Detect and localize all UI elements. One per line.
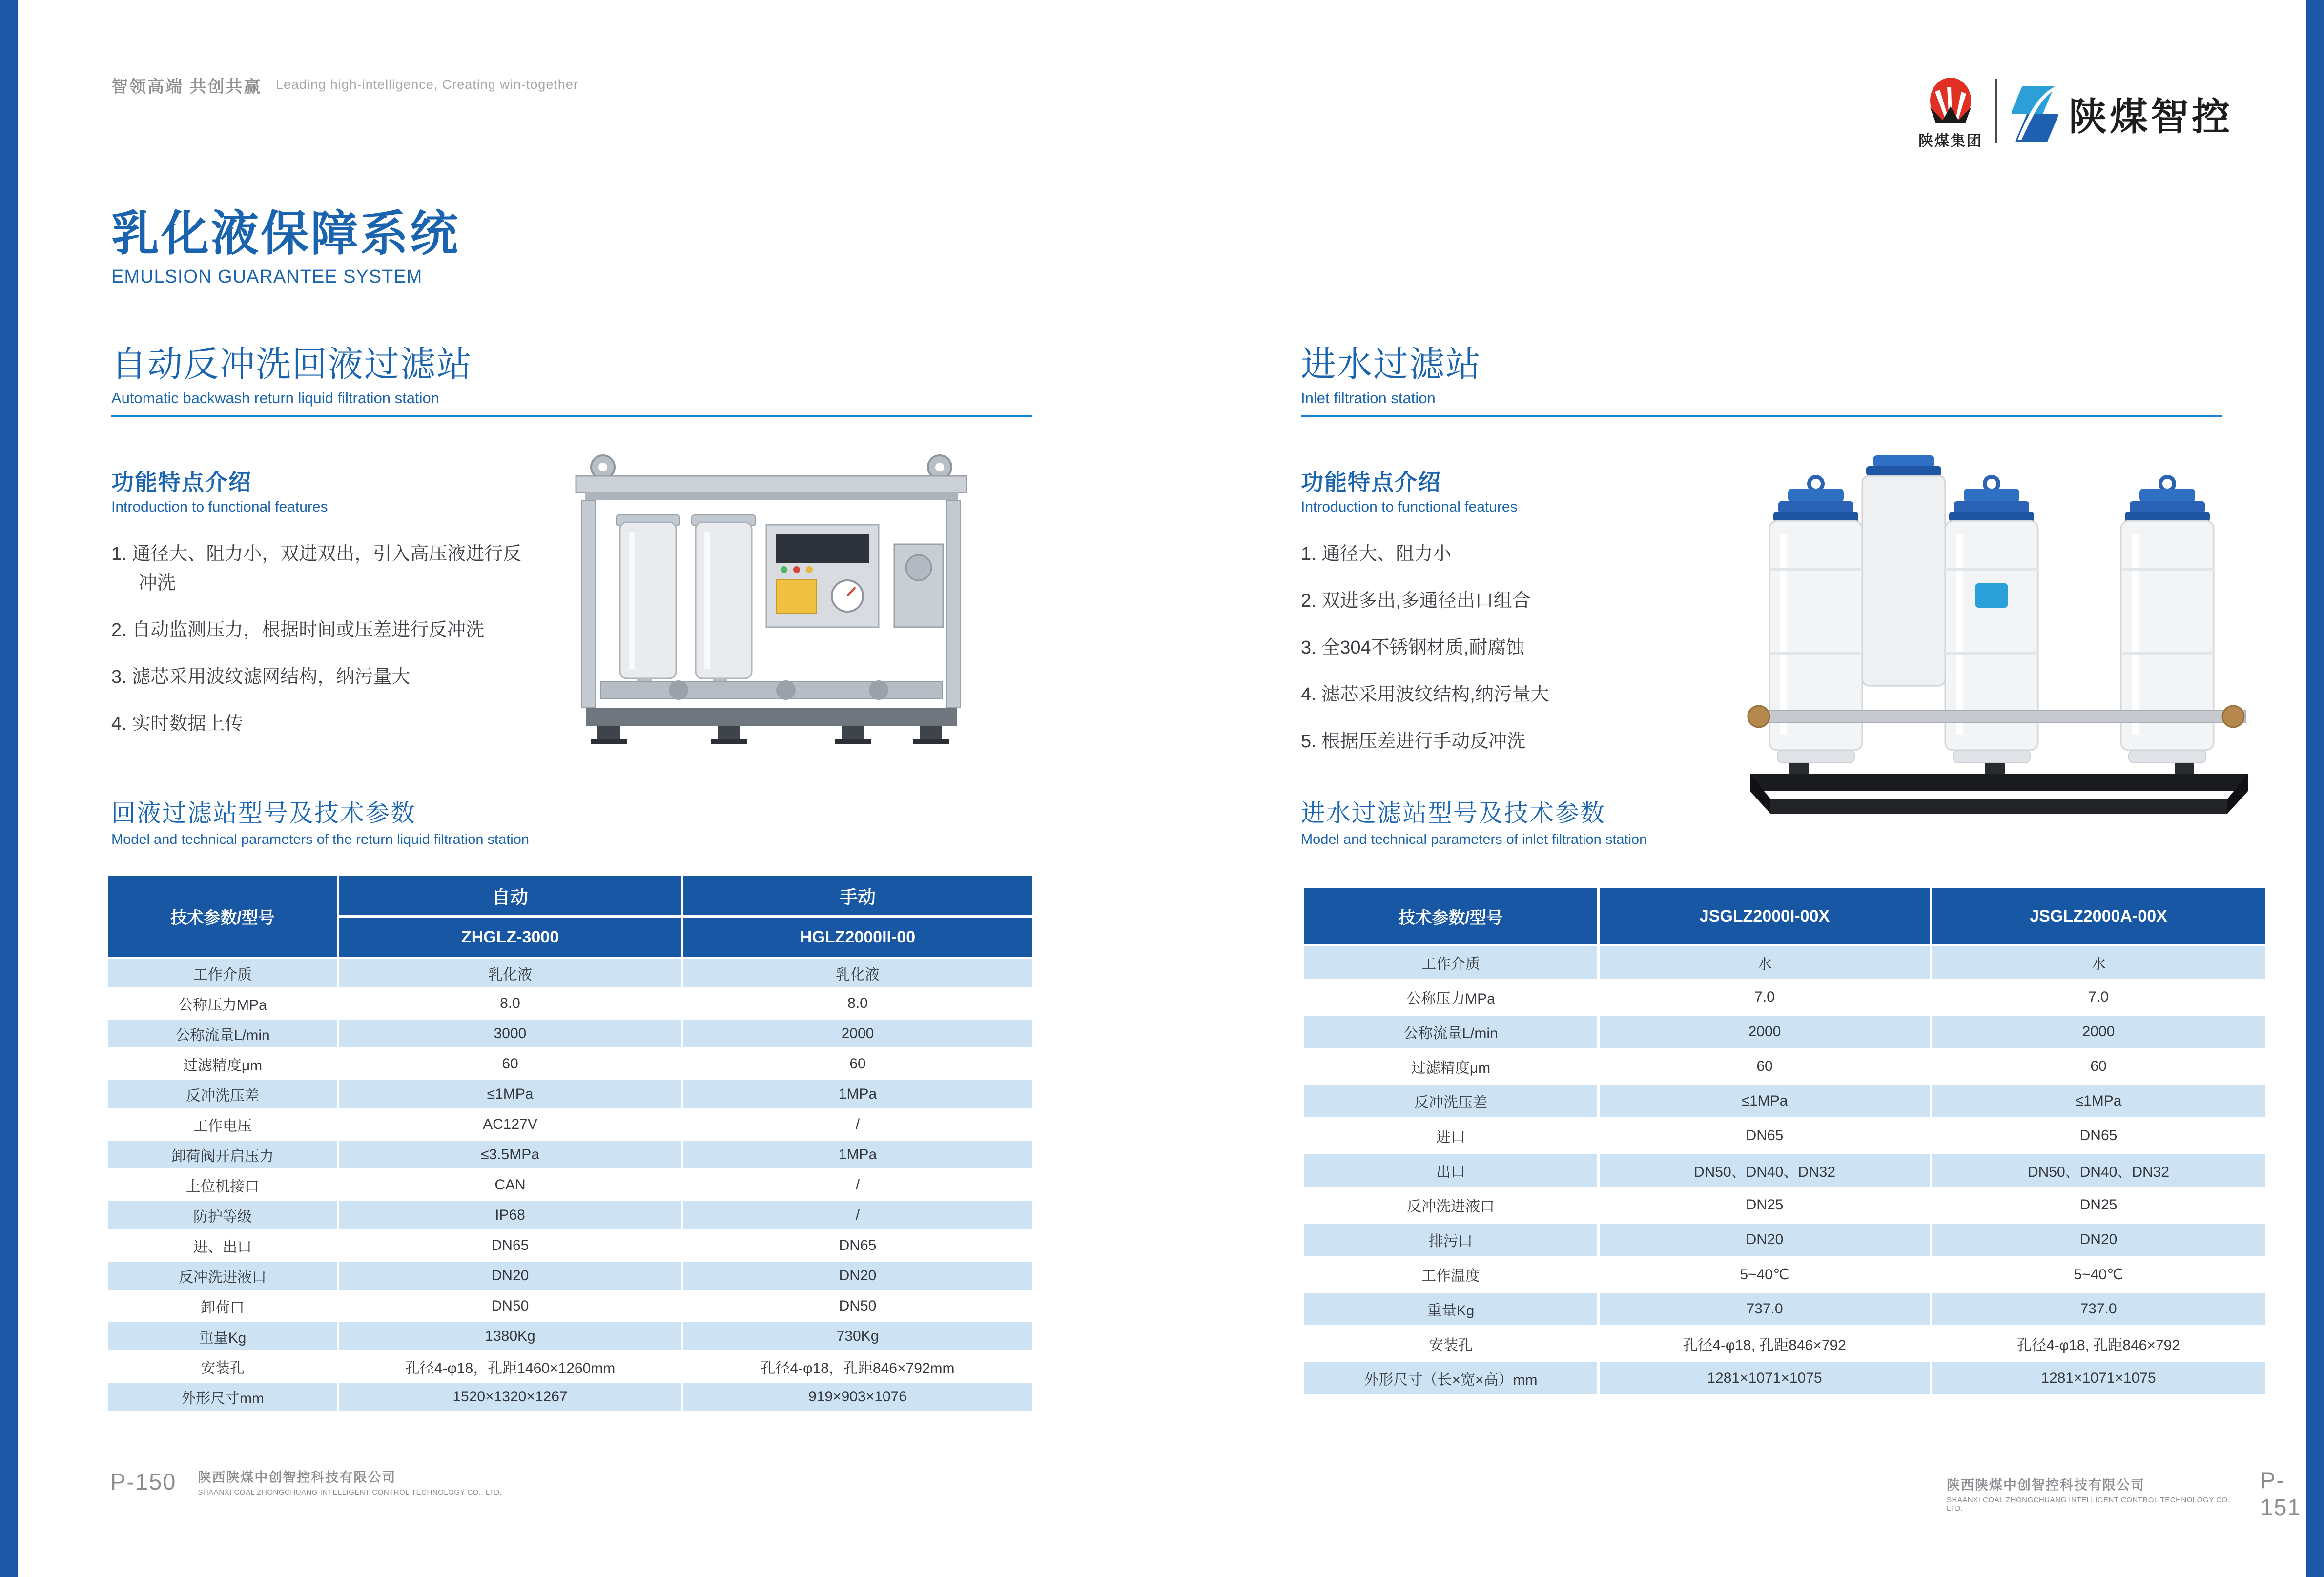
- left-parameter-table: [108, 876, 1032, 1413]
- left-section-title-zh: 自动反冲洗回液过滤站: [111, 345, 473, 384]
- table-row: [108, 1080, 1032, 1108]
- left-features-heading-zh: 功能特点介绍: [111, 470, 252, 495]
- row-value: 8.0: [683, 989, 1032, 1017]
- table-row: [1304, 1293, 2265, 1325]
- table-row: [108, 1020, 1032, 1047]
- row-value: 水: [1600, 946, 1930, 979]
- left-table-corner-label: 技术参数/型号: [108, 876, 337, 957]
- company-name-en: SHAANXI COAL ZHONGCHUANG INTELLIGENT CONTROL TECHNOLOGY CO., LTD.: [198, 1488, 502, 1496]
- row-value: AC127V: [339, 1110, 681, 1138]
- row-label: 反冲洗压差: [108, 1080, 337, 1108]
- left-features-heading-en: Introduction to functional features: [111, 499, 328, 515]
- row-value: 1380Kg: [339, 1322, 681, 1350]
- row-label: 排污口: [1304, 1224, 1597, 1256]
- right-table-title-zh: 进水过滤站型号及技术参数: [1301, 799, 1605, 827]
- row-value: 60: [683, 1050, 1032, 1078]
- table-row: [1304, 1085, 2265, 1117]
- table-row: [108, 959, 1032, 987]
- right-section-title-zh: 进水过滤站: [1301, 345, 1482, 384]
- row-label: 安装孔: [1304, 1328, 1597, 1360]
- left-section-title-en: Automatic backwash return liquid filtration station: [111, 389, 439, 407]
- table-row: [108, 1110, 1032, 1138]
- row-label: 重量Kg: [1304, 1293, 1597, 1325]
- page-number-left: P-150: [110, 1469, 177, 1495]
- row-value: 737.0: [1932, 1293, 2265, 1325]
- table-row: [108, 1171, 1032, 1199]
- row-value: /: [683, 1171, 1032, 1199]
- row-value: 1281×1071×1075: [1600, 1362, 1930, 1394]
- row-value: CAN: [339, 1171, 681, 1199]
- right-edge-band: [2306, 0, 2324, 1577]
- table-row: [108, 1231, 1032, 1259]
- row-value: DN65: [339, 1231, 681, 1259]
- row-value: /: [683, 1110, 1032, 1138]
- row-value: DN20: [339, 1262, 681, 1290]
- table-row: [108, 1050, 1032, 1078]
- page-title-zh: 乳化液保障系统: [111, 206, 460, 260]
- company-name-zh: 陕西陕煤中创智控科技有限公司: [1947, 1478, 2145, 1493]
- row-value: 孔径4-φ18, 孔距846×792: [1600, 1328, 1930, 1360]
- row-value: DN50: [683, 1292, 1032, 1320]
- header-slogan-zh: 智领高端 共创共赢: [111, 78, 262, 96]
- right-section-rule: [1301, 415, 2222, 417]
- table-row: [1304, 1050, 2265, 1083]
- row-value: DN50、DN40、DN32: [1600, 1154, 1930, 1187]
- feature-item: 4. 实时数据上传: [111, 714, 244, 735]
- footer-left: [110, 1467, 502, 1496]
- row-value: DN25: [1932, 1189, 2265, 1221]
- row-label: 重量Kg: [108, 1322, 337, 1350]
- left-table-model-1: ZHGLZ-3000: [339, 918, 681, 957]
- right-table-model-1: JSGLZ2000I-00X: [1600, 888, 1930, 944]
- row-value: 孔径4-φ18，孔距1460×1260mm: [339, 1352, 681, 1380]
- row-value: 1281×1071×1075: [1932, 1362, 2265, 1394]
- row-label: 卸荷口: [108, 1292, 337, 1320]
- left-section-rule: [111, 415, 1032, 417]
- row-label: 上位机接口: [108, 1171, 337, 1199]
- feature-item: 3. 全304不锈钢材质,耐腐蚀: [1301, 637, 1525, 658]
- table-row: [1304, 1224, 2265, 1256]
- feature-item: 2. 双进多出,多通径出口组合: [1301, 591, 1531, 612]
- row-label: 工作介质: [1304, 946, 1597, 979]
- feature-item: 3. 滤芯采用波纹滤网结构，纳污量大: [111, 667, 411, 688]
- table-row: [108, 989, 1032, 1017]
- row-value: 5~40℃: [1932, 1258, 2265, 1290]
- row-label: 反冲洗进液口: [108, 1262, 337, 1290]
- row-value: ≤1MPa: [1600, 1085, 1930, 1117]
- table-row: [1304, 1189, 2265, 1221]
- row-value: 乳化液: [339, 959, 681, 987]
- row-value: 60: [1932, 1050, 2265, 1083]
- table-row: [108, 1352, 1032, 1380]
- group-logo: [1918, 77, 1983, 150]
- right-features-heading-zh: 功能特点介绍: [1301, 470, 1441, 495]
- left-table-title-zh: 回液过滤站型号及技术参数: [111, 799, 416, 827]
- table-row: [1304, 981, 2265, 1013]
- table-row: [108, 1292, 1032, 1320]
- row-value: ≤1MPa: [339, 1080, 681, 1108]
- row-value: DN50、DN40、DN32: [1932, 1154, 2265, 1187]
- feature-item: 1. 通径大、阻力小: [1301, 544, 1452, 564]
- table-row: [1304, 946, 2265, 979]
- row-label: 工作介质: [108, 959, 337, 987]
- row-value: 3000: [339, 1020, 681, 1047]
- left-feature-list: [111, 539, 531, 756]
- table-row: [1304, 1258, 2265, 1290]
- row-label: 公称压力MPa: [1304, 981, 1597, 1013]
- row-label: 过滤精度μm: [108, 1050, 337, 1078]
- row-value: DN65: [1932, 1120, 2265, 1152]
- feature-item: 2. 自动监测压力，根据时间或压差进行反冲洗: [111, 620, 485, 641]
- company-name-en: SHAANXI COAL ZHONGCHUANG INTELLIGENT CONTROL TECHNOLOGY CO., LTD.: [1947, 1496, 2232, 1513]
- left-table-model-2: HGLZ2000II-00: [683, 918, 1032, 957]
- table-row: [108, 1262, 1032, 1290]
- row-value: 2000: [1932, 1016, 2265, 1048]
- row-value: 5~40℃: [1600, 1258, 1930, 1290]
- right-product-image: [1735, 437, 2265, 835]
- right-section-title-en: Inlet filtration station: [1301, 389, 1436, 407]
- row-value: ≤1MPa: [1932, 1085, 2265, 1117]
- table-row: [108, 1201, 1032, 1229]
- page-title-en: EMULSION GUARANTEE SYSTEM: [111, 266, 423, 287]
- row-label: 进口: [1304, 1120, 1597, 1152]
- row-value: /: [683, 1201, 1032, 1229]
- row-value: DN50: [339, 1292, 681, 1320]
- row-label: 公称流量L/min: [1304, 1016, 1597, 1048]
- row-label: 公称压力MPa: [108, 989, 337, 1017]
- brand-name: 陕煤智控: [2069, 95, 2233, 138]
- right-table-model-2: JSGLZ2000A-00X: [1932, 888, 2265, 944]
- row-value: IP68: [339, 1201, 681, 1229]
- row-label: 进、出口: [108, 1231, 337, 1259]
- row-value: 水: [1932, 946, 2265, 979]
- row-value: 8.0: [339, 989, 681, 1017]
- row-value: 1520×1320×1267: [339, 1383, 681, 1411]
- row-label: 出口: [1304, 1154, 1597, 1187]
- row-value: 1MPa: [683, 1080, 1032, 1108]
- group-logo-caption: 陕煤集团: [1918, 133, 1983, 149]
- left-table-header: [108, 876, 1032, 957]
- header-slogan-en: Leading high-intelligence, Creating win-together: [276, 77, 578, 92]
- brand-z-icon: [2012, 83, 2058, 144]
- table-row: [1304, 1154, 2265, 1187]
- row-label: 卸荷阀开启压力: [108, 1141, 337, 1168]
- page-number-right: P-151: [2260, 1467, 2302, 1520]
- row-value: 730Kg: [683, 1322, 1032, 1350]
- right-feature-list: [1301, 539, 1789, 774]
- row-value: DN20: [683, 1262, 1032, 1290]
- row-label: 外形尺寸（长×宽×高）mm: [1304, 1362, 1597, 1394]
- row-value: 1MPa: [683, 1141, 1032, 1168]
- right-table-title-en: Model and technical parameters of inlet filtration station: [1301, 832, 1647, 847]
- brand-block: [1918, 72, 2233, 155]
- row-value: 2000: [683, 1020, 1032, 1047]
- row-value: 孔径4-φ18，孔距846×792mm: [683, 1352, 1032, 1380]
- row-value: 919×903×1076: [683, 1383, 1032, 1411]
- table-row: [1304, 1328, 2265, 1360]
- row-value: DN65: [1600, 1120, 1930, 1152]
- row-value: 60: [339, 1050, 681, 1078]
- row-label: 反冲洗进液口: [1304, 1189, 1597, 1221]
- row-label: 安装孔: [108, 1352, 337, 1380]
- feature-item: 5. 根据压差进行手动反冲洗: [1301, 731, 1526, 752]
- row-label: 工作温度: [1304, 1258, 1597, 1290]
- row-label: 过滤精度μm: [1304, 1050, 1597, 1083]
- left-table-title-en: Model and technical parameters of the return liquid filtration station: [111, 832, 529, 847]
- table-row: [1304, 1016, 2265, 1048]
- group-logo-icon: [1921, 77, 1980, 126]
- left-table-body: [108, 959, 1032, 1411]
- brand-divider: [1995, 79, 1997, 143]
- row-value: 60: [1600, 1050, 1930, 1083]
- company-name-zh: 陕西陕煤中创智控科技有限公司: [198, 1470, 396, 1485]
- row-value: 7.0: [1932, 981, 2265, 1013]
- right-features-heading-en: Introduction to functional features: [1301, 499, 1518, 515]
- row-label: 防护等级: [108, 1201, 337, 1229]
- right-table-body: [1304, 946, 2265, 1394]
- table-row: [108, 1322, 1032, 1350]
- right-table-corner-label: 技术参数/型号: [1304, 888, 1597, 944]
- row-value: 737.0: [1600, 1293, 1930, 1325]
- row-value: DN25: [1600, 1189, 1930, 1221]
- table-row: [1304, 1362, 2265, 1394]
- row-value: 2000: [1600, 1016, 1930, 1048]
- row-value: 乳化液: [683, 959, 1032, 987]
- row-value: DN20: [1932, 1224, 2265, 1256]
- table-row: [108, 1141, 1032, 1168]
- row-label: 公称流量L/min: [108, 1020, 337, 1047]
- table-row: [1304, 1120, 2265, 1152]
- left-table-group-auto: 自动: [339, 876, 681, 915]
- footer-right: [1947, 1467, 2324, 1520]
- row-value: DN20: [1600, 1224, 1930, 1256]
- table-row: [108, 1383, 1032, 1411]
- row-value: DN65: [683, 1231, 1032, 1259]
- right-parameter-table: [1304, 888, 2265, 1397]
- left-table-group-manual: 手动: [683, 876, 1032, 915]
- row-value: ≤3.5MPa: [339, 1141, 681, 1168]
- row-label: 反冲洗压差: [1304, 1085, 1597, 1117]
- row-label: 外形尺寸mm: [108, 1383, 337, 1411]
- right-table-header: [1304, 888, 2265, 944]
- row-value: 孔径4-φ18, 孔距846×792: [1932, 1328, 2265, 1360]
- left-product-image: [556, 442, 986, 761]
- feature-item: 1. 通径大、阻力小，双进双出，引入高压液进行反冲洗: [111, 544, 522, 594]
- feature-item: 4. 滤芯采用波纹结构,纳污量大: [1301, 684, 1549, 705]
- row-label: 工作电压: [108, 1110, 337, 1138]
- row-value: 7.0: [1600, 981, 1930, 1013]
- left-edge-band: [0, 0, 18, 1577]
